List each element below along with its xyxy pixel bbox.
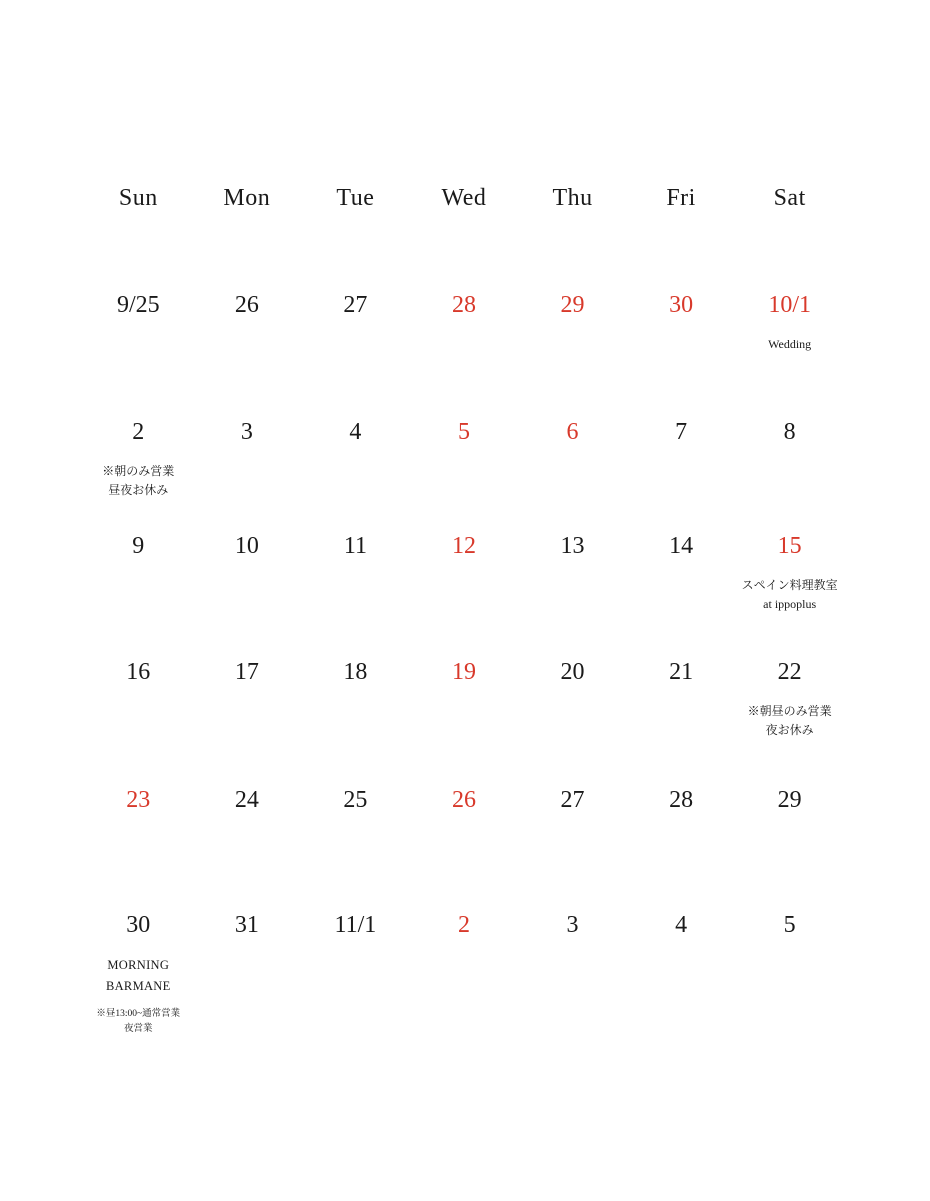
day-cell — [518, 414, 627, 500]
day-note-secondary — [84, 1007, 193, 1037]
day-number: 21 — [669, 659, 694, 685]
weekday-sun: Sun — [118, 185, 158, 211]
day-note-line: BARMANE — [105, 979, 171, 993]
day-number: 29 — [560, 292, 585, 318]
day-number: 6 — [566, 419, 579, 445]
weekday-mon: Mon — [223, 185, 271, 211]
day-cell — [410, 287, 519, 354]
day-cell — [735, 528, 844, 614]
day-note-line: スペイン料理教室 — [741, 578, 838, 592]
day-cell — [301, 654, 410, 740]
day-cell — [627, 528, 736, 614]
day-number: 3 — [566, 912, 579, 938]
day-number: 31 — [234, 912, 259, 938]
day-note — [84, 955, 193, 997]
day-number: 30 — [669, 292, 694, 318]
day-cell — [410, 654, 519, 740]
day-cell — [735, 287, 844, 354]
day-cell — [627, 907, 736, 1037]
day-number: 14 — [669, 533, 694, 559]
day-number: 13 — [560, 533, 585, 559]
day-cell — [301, 287, 410, 354]
day-cell — [735, 414, 844, 500]
day-cell — [84, 287, 193, 354]
day-number: 18 — [343, 659, 368, 685]
day-note-line: at ippoplus — [763, 597, 817, 611]
week-row — [84, 782, 844, 818]
day-cell — [193, 414, 302, 500]
day-note-line: ※朝のみ営業 — [102, 464, 175, 478]
day-cell — [84, 414, 193, 500]
day-cell — [410, 528, 519, 614]
day-number: 10 — [234, 533, 259, 559]
day-cell — [410, 907, 519, 1037]
day-cell — [193, 528, 302, 614]
day-note-line: 夜お休み — [765, 723, 814, 737]
day-number: 2 — [457, 912, 470, 938]
day-number: 17 — [234, 659, 259, 685]
day-number: 26 — [451, 787, 476, 813]
week-row — [84, 287, 844, 354]
day-number: 27 — [343, 292, 368, 318]
day-cell — [735, 907, 844, 1037]
day-cell — [735, 654, 844, 740]
day-cell — [193, 287, 302, 354]
day-number: 15 — [777, 533, 802, 559]
day-note — [735, 576, 844, 614]
week-row — [84, 528, 844, 614]
day-number: 30 — [126, 912, 151, 938]
weekday-header — [84, 178, 844, 218]
day-number: 3 — [240, 419, 253, 445]
day-note — [735, 335, 844, 354]
day-cell — [84, 654, 193, 740]
day-note — [735, 702, 844, 740]
day-number: 29 — [777, 787, 802, 813]
day-cell — [518, 287, 627, 354]
day-number: 23 — [126, 787, 151, 813]
day-cell — [410, 782, 519, 818]
day-cell — [518, 907, 627, 1037]
day-cell — [627, 654, 736, 740]
day-cell — [627, 287, 736, 354]
day-note-line: ※朝昼のみ営業 — [747, 704, 832, 718]
day-number: 19 — [451, 659, 476, 685]
week-row — [84, 907, 844, 1037]
day-number: 5 — [783, 912, 796, 938]
day-number: 5 — [457, 419, 470, 445]
day-cell — [410, 414, 519, 500]
day-cell — [518, 782, 627, 818]
weekday-fri: Fri — [666, 185, 696, 211]
day-cell — [301, 782, 410, 818]
day-number: 16 — [126, 659, 151, 685]
week-row — [84, 654, 844, 740]
day-cell — [518, 528, 627, 614]
day-cell — [84, 528, 193, 614]
day-number: 10/1 — [768, 292, 811, 318]
day-number: 27 — [560, 787, 585, 813]
day-cell — [301, 528, 410, 614]
day-number: 9 — [132, 533, 145, 559]
day-cell — [84, 782, 193, 818]
weekday-wed: Wed — [441, 185, 487, 211]
day-cell — [518, 654, 627, 740]
day-cell — [301, 907, 410, 1037]
day-note — [84, 462, 193, 500]
day-cell — [735, 782, 844, 818]
day-number: 25 — [343, 787, 368, 813]
day-number: 4 — [349, 419, 362, 445]
day-number: 12 — [451, 533, 476, 559]
day-number: 28 — [451, 292, 476, 318]
day-number: 8 — [783, 419, 796, 445]
day-cell — [193, 782, 302, 818]
day-cell — [193, 907, 302, 1037]
day-cell — [193, 654, 302, 740]
day-number: 24 — [234, 787, 259, 813]
calendar — [84, 0, 844, 1201]
day-note-line: 昼夜お休み — [108, 483, 169, 497]
day-number: 9/25 — [116, 292, 160, 318]
day-cell — [627, 782, 736, 818]
weekday-thu: Thu — [552, 185, 593, 211]
day-number: 4 — [675, 912, 688, 938]
day-number: 11 — [343, 533, 367, 559]
day-number: 28 — [669, 787, 694, 813]
day-cell — [84, 907, 193, 1037]
day-number: 11/1 — [334, 912, 377, 938]
day-number: 22 — [777, 659, 802, 685]
day-note-line: 夜営業 — [124, 1024, 153, 1034]
day-note-line: MORNING — [107, 958, 170, 972]
day-number: 2 — [132, 419, 145, 445]
day-number: 20 — [560, 659, 585, 685]
day-number: 7 — [675, 419, 688, 445]
week-row — [84, 414, 844, 500]
weekday-tue: Tue — [336, 185, 375, 211]
day-number: 26 — [234, 292, 259, 318]
day-note-line: ※昼13:00~通常営業 — [96, 1009, 181, 1019]
day-cell — [301, 414, 410, 500]
weekday-sat: Sat — [773, 185, 806, 211]
day-cell — [627, 414, 736, 500]
day-note-line: Wedding — [768, 337, 812, 351]
